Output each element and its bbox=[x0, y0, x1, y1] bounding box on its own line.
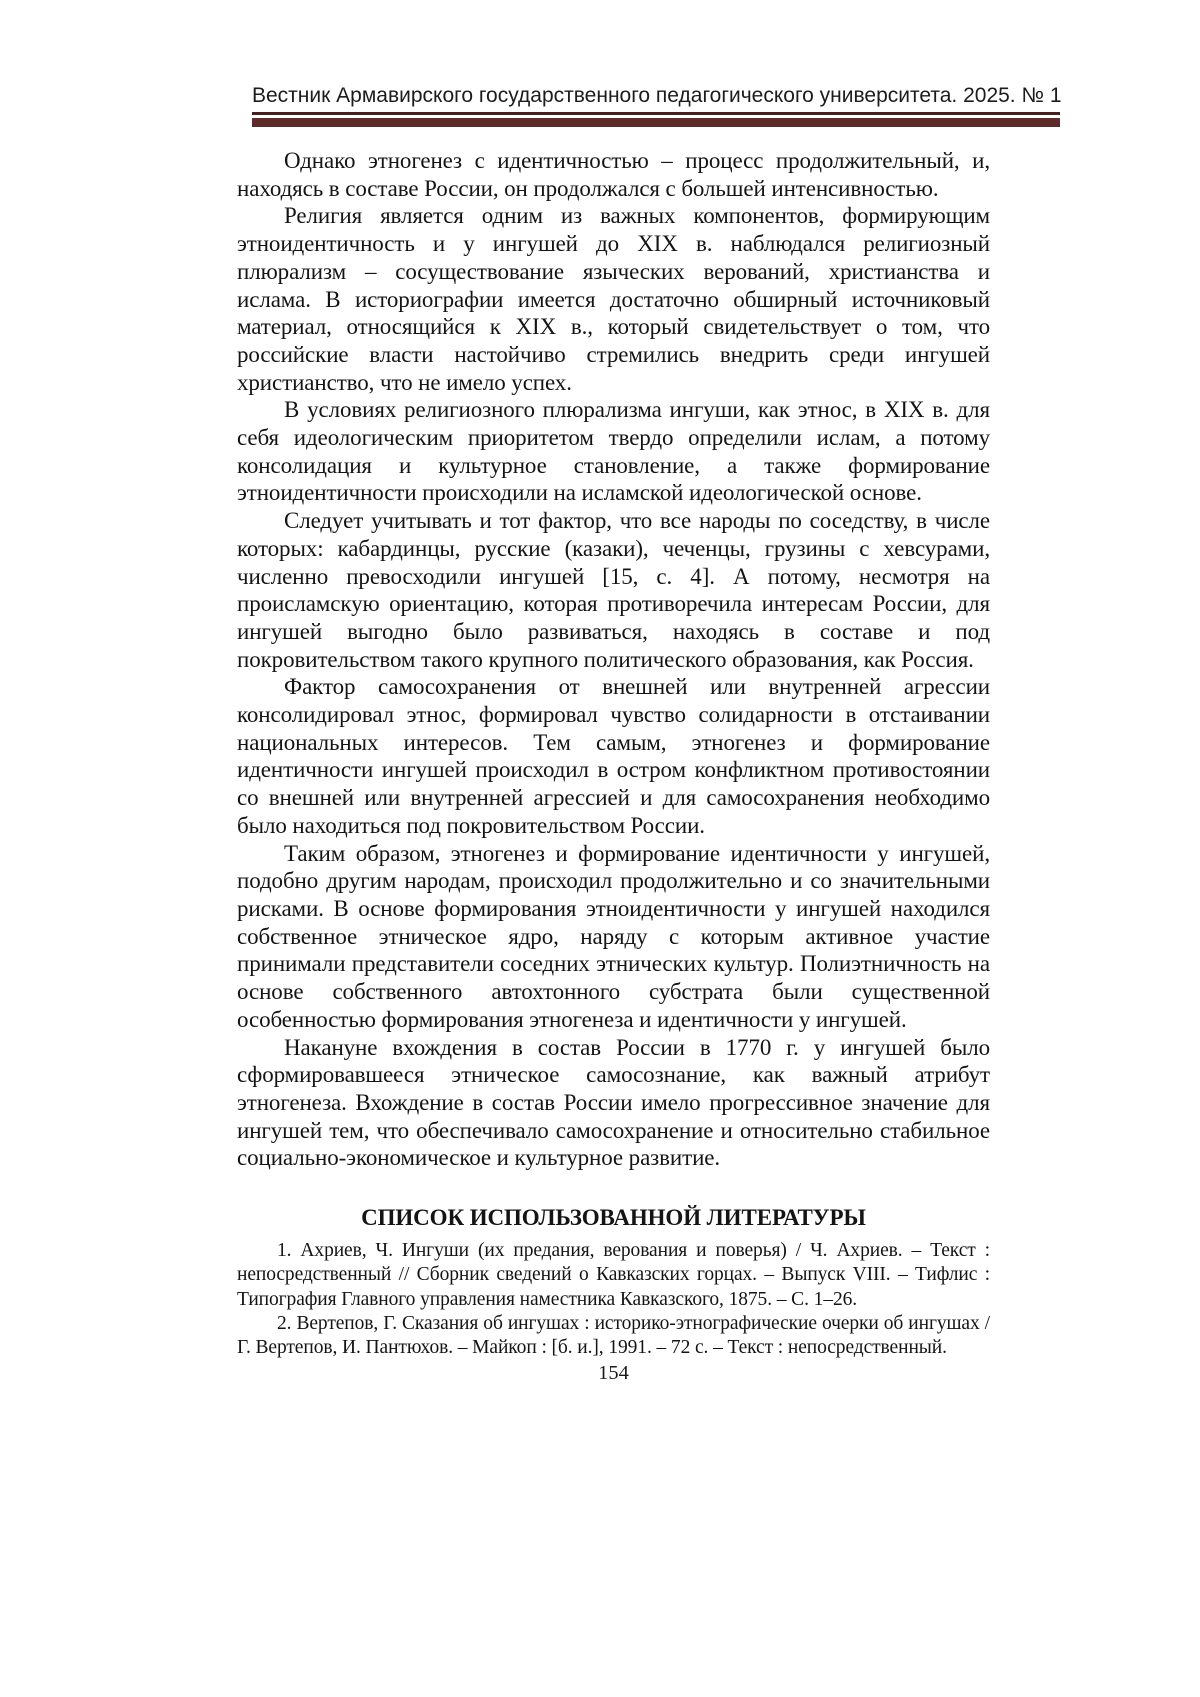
body-paragraph: Таким образом, этногенез и формирование идентичности у ингушей, подобно другим народам, происходил продолжительно и со значительными рисками. В основе формирования этноидентичности у ингушей находился собственное этническое ядро, наряду с которым активное участие принимали представители соседних этнических культур. Полиэтничность на основе собственного автохтонного субстрата были существенной особенностью формирования этногенеза и идентичности у ингушей. bbox=[237, 840, 990, 1032]
bibliography-entry: 2. Вертепов, Г. Сказания об ингушах : историко-этнографические очерки об ингушах / Г. Вертепов, И. Пантюхов. – Майкоп : [б. и.], 1991. – 72 с. – Текст : непосредственный. bbox=[237, 1312, 990, 1359]
header-rule-thin bbox=[252, 112, 1060, 115]
body-paragraph: Фактор самосохранения от внешней или внутренней агрессии консолидировал этнос, формировал чувство солидарности в отстаивании национальных интересов. Тем самым, этногенез и формирование идентичности ингушей происходил в остром конфликтном противостоянии со внешней или внутренней агрессией и для самосохранения необходимо было находиться под покровительством России. bbox=[237, 674, 990, 838]
bibliography-heading: СПИСОК ИСПОЛЬЗОВАННОЙ ЛИТЕРАТУРЫ bbox=[361, 1205, 866, 1231]
bibliography-entry: 1. Ахриев, Ч. Ингуши (их предания, верования и поверья) / Ч. Ахриев. – Текст : непосредственный // Сборник сведений о Кавказских горцах. – Выпуск VIII. – Тифлис : Типография Главного управления наместника Кавказского, 1875. – С. 1–26. bbox=[237, 1240, 990, 1310]
journal-title: Вестник Армавирского государственного педагогического университета. 2025. № 1 bbox=[252, 84, 1062, 107]
body-paragraph: Религия является одним из важных компонентов, формирующим этноидентичность и у ингушей до XIX в. наблюдался религиозный плюрализм – сосуществование языческих верований, христианства и ислама. В историографии имеется достаточно обширный источниковый материал, относящийся к XIX в., который свидетельствует о том, что российские власти настойчиво стремились внедрить среди ингушей христианство, что не имело успех. bbox=[237, 203, 990, 395]
article-body bbox=[237, 147, 990, 1361]
body-paragraph: В условиях религиозного плюрализма ингуши, как этнос, в XIX в. для себя идеологическим приоритетом твердо определили ислам, а потому консолидация и культурное становление, а также формирование этноидентичности происходили на исламской идеологической основе. bbox=[237, 397, 990, 506]
body-paragraph: Однако этногенез с идентичностью – процесс продолжительный, и, находясь в составе России, он продолжался с большей интенсивностью. bbox=[237, 148, 990, 201]
header-rule-thick bbox=[252, 118, 1060, 127]
body-paragraph: Следует учитывать и тот фактор, что все народы по соседству, в числе которых: кабардинцы, русские (казаки), чеченцы, грузины с хевсурами, численно превосходили ингушей [15, с. 4]. А потому, несмотря на происламскую ориентацию, которая противоречила интересам России, для ингушей выгодно было развиваться, находясь в составе и под покровительством такого крупного политического образования, как Россия. bbox=[237, 508, 990, 672]
page-number: 154 bbox=[598, 1362, 629, 1384]
body-paragraph: Накануне вхождения в состав России в 1770 г. у ингушей было сформировавшееся этническое самосознание, как важный атрибут этногенеза. Вхождение в состав России имело прогрессивное значение для ингушей тем, что обеспечивало самосохранение и относительно стабильное социально-экономическое и культурное развитие. bbox=[237, 1034, 990, 1171]
